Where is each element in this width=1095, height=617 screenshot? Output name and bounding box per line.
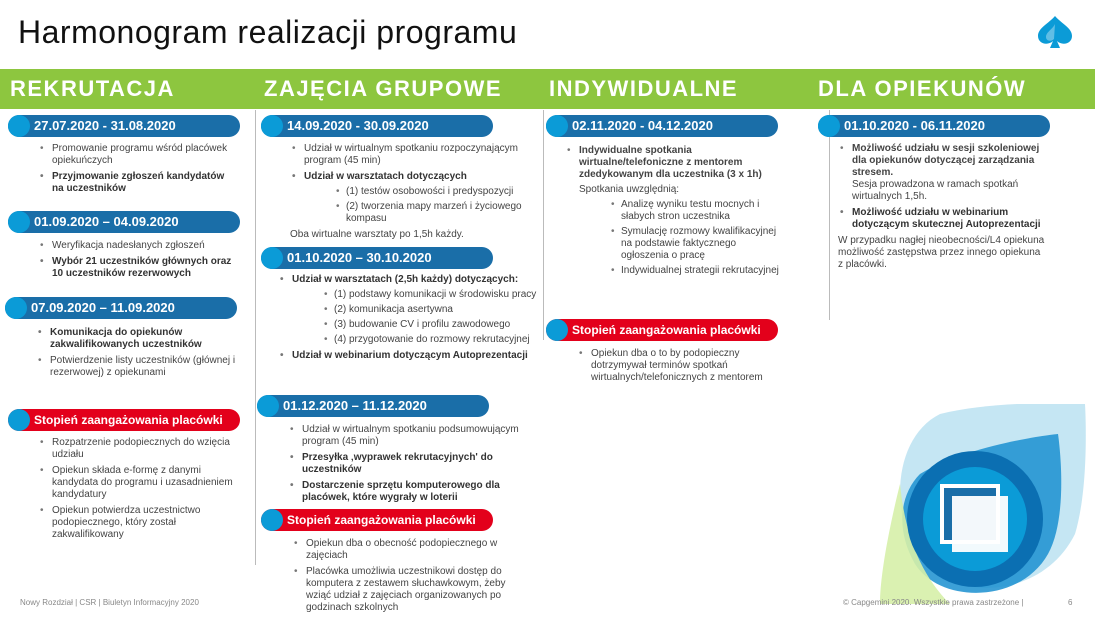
list-item: • Promowanie programu wśród placówek opiekuńczych [38, 143, 238, 167]
date-pill: 01.10.2020 – 30.10.2020 [261, 247, 493, 269]
column-divider [255, 110, 256, 565]
list-block [565, 143, 785, 281]
list-block [290, 143, 540, 244]
list-block [38, 240, 238, 284]
date-pill: 07.09.2020 – 11.09.2020 [5, 297, 237, 319]
list-item: • Udział w webinarium dotyczącym Autoprezentacji [278, 350, 540, 362]
engagement-pill: Stopień zaangażowania placówki [546, 319, 778, 341]
heading-indywidualne: INDYWIDUALNE [549, 76, 739, 101]
date-pill: 01.09.2020 – 04.09.2020 [8, 211, 240, 233]
column-divider [543, 110, 544, 340]
date-pill: 01.10.2020 - 06.11.2020 [818, 115, 1050, 137]
list-item: • Rozpatrzenie podopiecznych do wzięcia udziału [38, 437, 238, 461]
list-item: • Opiekun dba o to by podopieczny dotrzymywał terminów spotkań wirtualnych/telefonicznych z mentorem [577, 348, 777, 384]
list-item: • Weryfikacja nadesłanych zgłoszeń [38, 240, 238, 252]
list-block [838, 143, 1048, 274]
list-item: • Opiekun składa e-formę z danymi kandydata do programu i uzasadnieniem kandydatury [38, 465, 238, 501]
list-item-label: Udział w warsztatach dotyczących [304, 171, 467, 182]
list-item [290, 171, 540, 225]
page-title: Harmonogram realizacji programu [18, 14, 518, 50]
list-block [38, 143, 238, 199]
list-item [838, 143, 1048, 203]
note-text: Oba wirtualne warsztaty po 1,5h każdy. [290, 229, 464, 240]
footer-left: Nowy Rozdział | CSR | Biuletyn Informacyjny 2020 [20, 598, 199, 607]
page-number: 6 [1068, 598, 1073, 607]
column-divider [829, 110, 830, 320]
list-item-label: • Możliwość udziału w sesji szkoleniowej dla opiekunów dotyczącej zarządzania stresem. [852, 143, 1040, 178]
date-pill: 27.07.2020 - 31.08.2020 [8, 115, 240, 137]
heading-rekrutacja: REKRUTACJA [10, 76, 175, 101]
list-item: • Przyjmowanie zgłoszeń kandydatów na uczestników [38, 171, 238, 195]
list-item: • Placówka umożliwia uczestnikowi dostęp do komputera z zestawem słuchawkowym, żeby wziąć udział z zajęciach organizowanych po godzinach szkolnych [292, 566, 527, 614]
list-item [565, 145, 785, 277]
list-item: • Możliwość udziału w webinarium dotyczącym skutecznej Autoprezentacji [838, 207, 1048, 231]
list-item-label: Udział w warsztatach (2,5h każdy) dotyczących: [292, 274, 519, 285]
list-block [292, 538, 527, 617]
list-block [278, 274, 540, 366]
date-pill: 14.09.2020 - 30.09.2020 [261, 115, 493, 137]
list-item: • Udział w wirtualnym spotkaniu rozpoczynającym program (45 min) [290, 143, 540, 167]
list-item: • Opiekun potwierdza uczestnictwo podopiecznego, który został zakwalifikowany [38, 505, 238, 541]
lead-text: • Indywidualne spotkania wirtualne/telefoniczne z mentorem zdedykowanym dla uczestnika (3 x 1h) [579, 145, 762, 180]
engagement-pill: Stopień zaangażowania placówki [8, 409, 240, 431]
list-item: • Wybór 21 uczestników głównych oraz 10 uczestników rezerwowych [38, 256, 238, 280]
list-item: • Dostarczenie sprzętu komputerowego dla placówek, które wygrały w loterii [288, 480, 528, 504]
list-item: • Opiekun dba o obecność podopiecznego w zajęciach [292, 538, 527, 562]
sub-item: • Symulację rozmowy kwalifikacyjnej na podstawie faktycznego ogłoszenia o pracę [609, 226, 785, 262]
list-item: • Przesyłka ‚wyprawek rekrutacyjnych' do uczestników [288, 452, 528, 476]
footer-copyright: © Capgemini 2020. Wszystkie prawa zastrzeżone | [843, 598, 1024, 607]
date-pill: 01.12.2020 – 11.12.2020 [257, 395, 489, 417]
list-item: • Potwierdzenie listy uczestników (głównej i rezerwowej) z opiekunami [36, 355, 241, 379]
sublead-text: Spotkania uwzględnią: [579, 184, 680, 195]
heading-dla-opiekunow: DLA OPIEKUNÓW [818, 76, 1027, 101]
list-block [577, 348, 777, 388]
list-item [278, 274, 540, 346]
list-block [38, 437, 238, 545]
spade-logo-icon [1034, 14, 1076, 50]
engagement-pill: Stopień zaangażowania placówki [261, 509, 493, 531]
sub-item: • Analizę wyniku testu mocnych i słabych stron uczestnika [609, 199, 785, 223]
list-item: • Komunikacja do opiekunów zakwalifikowanych uczestników [36, 327, 241, 351]
note-text: W przypadku nagłej nieobecności/L4 opiekuna możliwość zastępstwa przez innego opiekuna z placówki. [838, 235, 1045, 270]
list-item: • Udział w wirtualnym spotkaniu podsumowującym program (45 min) [288, 424, 528, 448]
sub-item: • (2) tworzenia mapy marzeń i życiowego kompasu [334, 201, 540, 225]
sub-item: • (4) przygotowanie do rozmowy rekrutacyjnej [322, 334, 540, 346]
sub-item: • (1) podstawy komunikacji w środowisku pracy [322, 289, 540, 301]
sub-item: • (1) testów osobowości i predyspozycji [334, 186, 540, 198]
sub-item: • Indywidualnej strategii rekrutacyjnej [609, 265, 785, 277]
list-item-detail: Sesja prowadzona w ramach spotkań wirtualnych 1,5h. [852, 179, 1019, 202]
decorative-drop-graphic [880, 404, 1090, 604]
heading-zajecia-grupowe: ZAJĘCIA GRUPOWE [264, 76, 503, 101]
list-block [36, 327, 241, 383]
date-pill: 02.11.2020 - 04.12.2020 [546, 115, 778, 137]
sub-item: • (2) komunikacja asertywna [322, 304, 540, 316]
sub-item: • (3) budowanie CV i profilu zawodowego [322, 319, 540, 331]
list-block [288, 424, 528, 508]
